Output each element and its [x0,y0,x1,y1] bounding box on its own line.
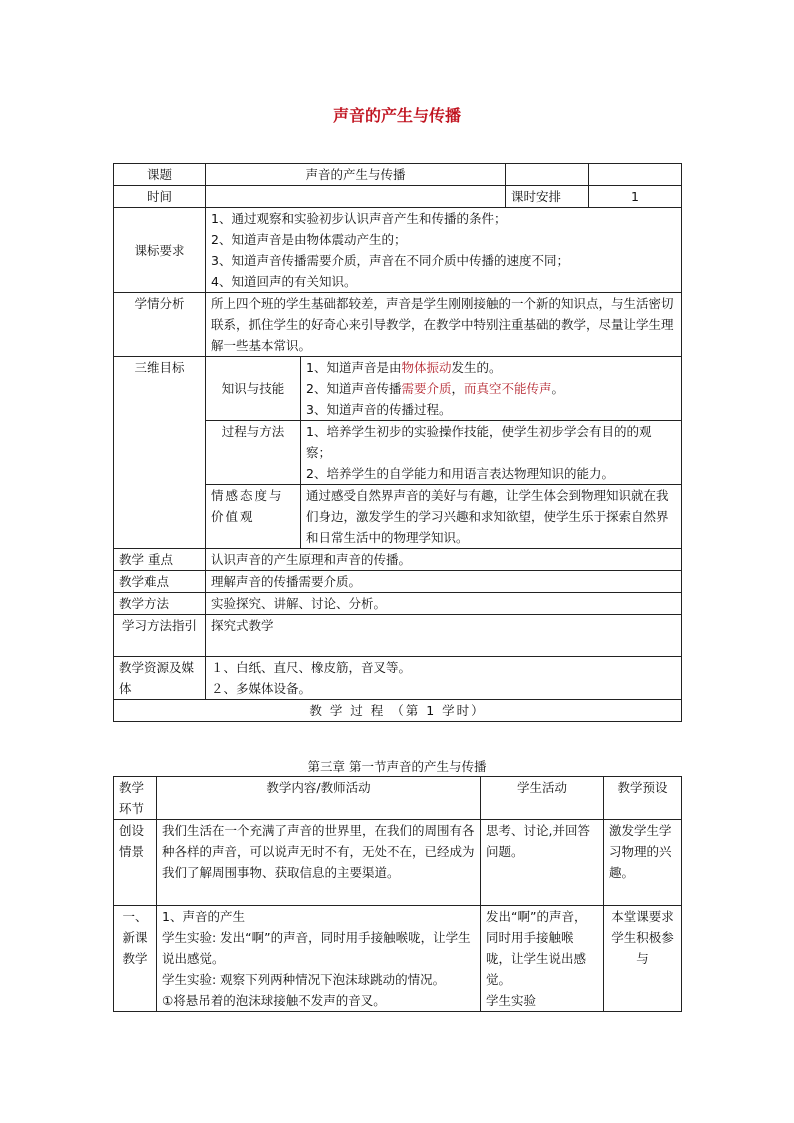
text-run: ， [451,381,464,396]
standard-line: 3、知道声音传播需要介质，声音在不同介质中传播的速度不同； [211,253,569,268]
content-line: 1、声音的产生 [162,909,245,924]
attitude-label: 情感态度与价值观 [206,485,301,549]
lesson-info-table [113,163,682,722]
knowledge-line-2 [306,378,676,399]
text-run: 发生的。 [451,360,502,375]
stage-cell: 创设情景 [114,820,157,906]
focus-text: 认识声音的产生原理和声音的传播。 [206,549,682,571]
method-text: 实验探究、讲解、讨论、分析。 [206,593,682,615]
process-line-1: 1、培养学生初步的实验操作技能，使学生初步学会有目的的观察； [306,424,652,460]
standard-line: 4、知道回声的有关知识。 [211,274,357,289]
resource-line: １、白纸、直尺、橡皮筋，音叉等。 [211,660,412,675]
process-method-content [301,421,682,485]
focus-label: 教学 重点 [114,549,206,571]
topic-value: 声音的产生与传播 [206,164,506,186]
text-run: 。 [551,381,565,396]
content-line: ①将悬吊着的泡沫球接触不发声的音叉。 [162,993,386,1008]
analysis-label: 学情分析 [114,293,206,357]
content-cell [157,906,481,1012]
highlight-text: 而真空不能传声 [464,381,552,396]
empty-cell [506,164,589,186]
student-line: 学生实验 [486,993,537,1008]
analysis-text: 所上四个班的学生基础都较差，声音是学生刚刚接触的一个新的知识点，与生活密切联系，抓住学生的好奇心来引导教学，在教学中特别注重基础的教学，尽量让学生理解一些基本常识。 [206,293,682,357]
preset-cell: 本堂课要求学生积极参与 [604,906,682,1012]
student-cell: 思考、讨论,并回答问题。 [481,820,604,906]
content-line: 学生实验: 发出“啊”的声音，同时用手接触喉咙，让学生说出感觉。 [162,930,471,966]
content-line: 学生实验: 观察下列两种情况下泡沫球跳动的情况。 [162,972,446,987]
content-cell: 我们生活在一个充满了声音的世界里，在我们的周围有各种各样的声音，可以说声无时不有，无处不在，已经成为我们了解周围事物、获取信息的主要渠道。 [157,820,481,906]
knowledge-label: 知识与技能 [206,357,301,421]
process-header: 教 学 过 程 （第 1 学时） [114,700,682,722]
header-preset: 教学预设 [604,777,682,820]
highlight-text: 需要介质 [401,381,452,396]
stage-cell: 一、新课教学 [114,906,157,1012]
section-subtitle: 第三章 第一节声音的产生与传播 [307,759,487,774]
learning-label: 学习方法指引 [114,615,206,657]
student-line: 发出“啊”的声音，同时用手接触喉咙，让学生说出感觉。 [486,909,587,987]
resource-line: ２、多媒体设备。 [211,681,312,696]
standard-line: 1、通过观察和实验初步认识声音产生和传播的条件； [211,211,507,226]
resources-label: 教学资源及媒体 [114,657,206,700]
objectives-label: 三维目标 [114,357,206,549]
header-student: 学生活动 [481,777,604,820]
standard-content [206,208,682,293]
empty-cell [589,164,682,186]
time-value [206,186,506,208]
knowledge-line-3: 3、知道声音的传播过程。 [306,402,452,417]
teaching-process-table [113,776,682,1012]
header-content: 教学内容/教师活动 [157,777,481,820]
student-cell [481,906,604,1012]
text-run: 2、知道声音传播 [306,381,402,396]
preset-cell: 激发学生学习物理的兴趣。 [604,820,682,906]
standard-label: 课标要求 [114,208,206,293]
header-stage: 教学环节 [114,777,157,820]
standard-line: 2、知道声音是由物体震动产生的； [211,232,407,247]
highlight-text: 物体振动 [401,360,452,375]
text-run: 1、知道声音是由 [306,360,402,375]
process-method-label: 过程与方法 [206,421,301,485]
learning-text: 探究式教学 [206,615,682,657]
resources-content [206,657,682,700]
attitude-text: 通过感受自然界声音的美好与有趣，让学生体会到物理知识就在我们身边，激发学生的学习兴趣和求知欲望，使学生乐于探索自然界和日常生活中的物理学知识。 [301,485,682,549]
method-label: 教学方法 [114,593,206,615]
period-value: 1 [589,186,682,208]
process-line-2: 2、培养学生的自学能力和用语言表达物理知识的能力。 [306,466,614,481]
knowledge-content [301,357,682,421]
knowledge-line-1 [306,357,676,378]
difficulty-label: 教学难点 [114,571,206,593]
period-label: 课时安排 [506,186,589,208]
topic-label: 课题 [114,164,206,186]
difficulty-text: 理解声音的传播需要介质。 [206,571,682,593]
document-title: 声音的产生与传播 [332,106,461,125]
time-label: 时间 [114,186,206,208]
